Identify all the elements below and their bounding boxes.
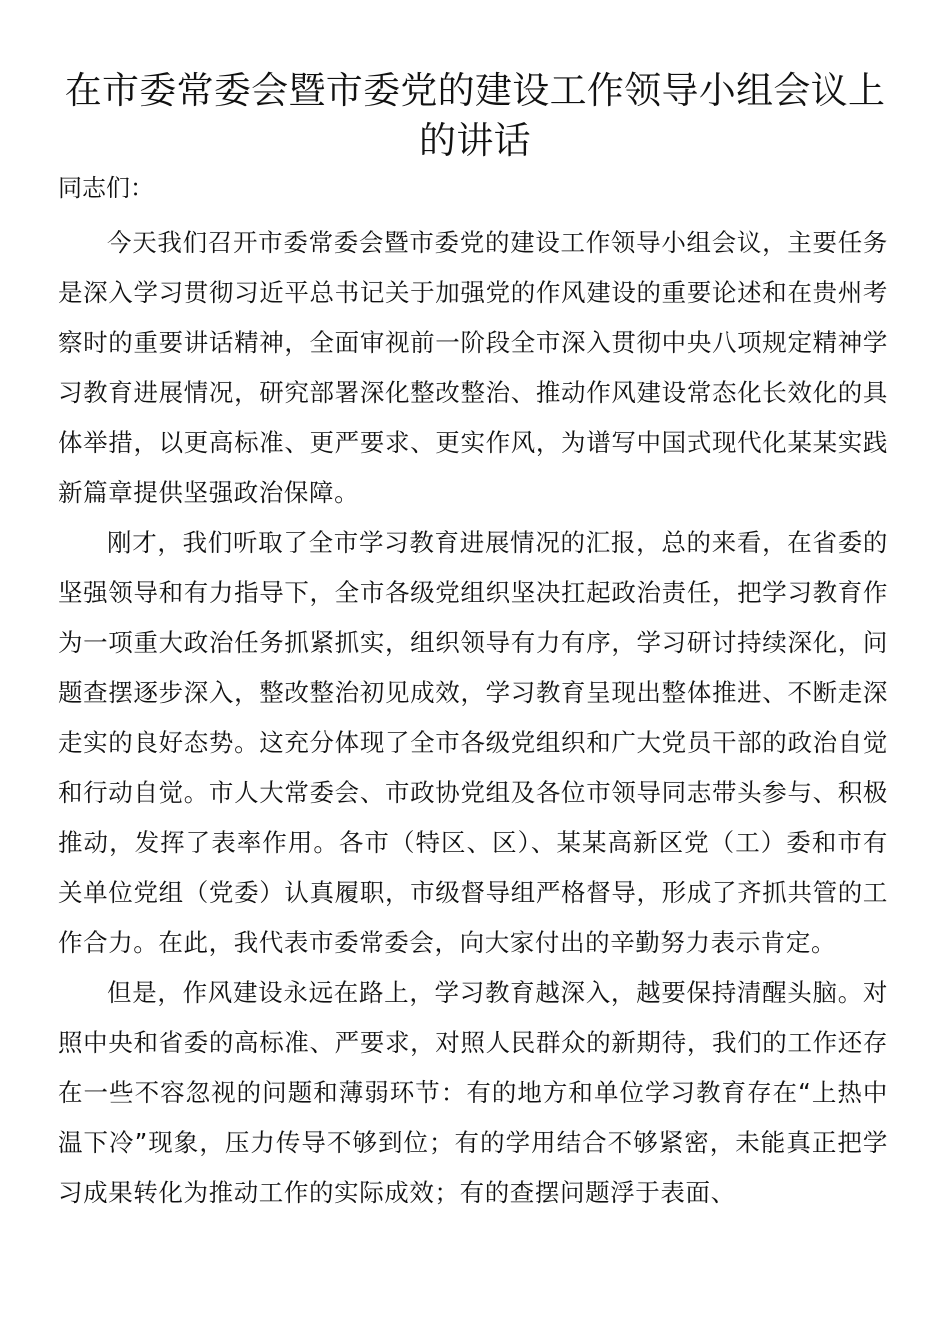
paragraph-1: 今天我们召开市委常委会暨市委党的建设工作领导小组会议，主要任务是深入学习贯彻习近平总书记关于加强党的作风建设的重要论述和在贵州考察时的重要讲话精神，全面审视前一阶段全市深入贯彻中央八项规定精神学习教育进展情况，研究部署深化整改整治、推动作风建设常态化长效化的具体举措，以更高标准、更严要求、更实作风，为谱写中国式现代化某某实践新篇章提供坚强政治保障。 xyxy=(58,228,888,507)
document-body xyxy=(58,218,888,1218)
paragraph-3: 但是，作风建设永远在路上，学习教育越深入，越要保持清醒头脑。对照中央和省委的高标准、严要求，对照人民群众的新期待，我们的工作还存在一些不容忽视的问题和薄弱环节：有的地方和单位学习教育存在“上热中温下冷”现象，压力传导不够到位；有的学用结合不够紧密，未能真正把学习成果转化为推动工作的实际成效；有的查摆问题浮于表面、 xyxy=(58,978,888,1207)
salutation: 同志们： xyxy=(58,174,154,202)
paragraph-2: 刚才，我们听取了全市学习教育进展情况的汇报，总的来看，在省委的坚强领导和有力指导下，全市各级党组织坚决扛起政治责任，把学习教育作为一项重大政治任务抓紧抓实，组织领导有力有序，学习研讨持续深化，问题查摆逐步深入，整改整治初见成效，学习教育呈现出整体推进、不断走深走实的良好态势。这充分体现了全市各级党组织和广大党员干部的政治自觉和行动自觉。市人大常委会、市政协党组及各位市领导同志带头参与、积极推动，发挥了表率作用。各市（特区、区）、某某高新区党（工）委和市有关单位党组（党委）认真履职，市级督导组严格督导，形成了齐抓共管的工作合力。在此，我代表市委常委会，向大家付出的辛勤努力表示肯定。 xyxy=(58,528,888,957)
document-title: 在市委常委会暨市委党的建设工作领导小组会议上的讲话 xyxy=(64,69,886,162)
